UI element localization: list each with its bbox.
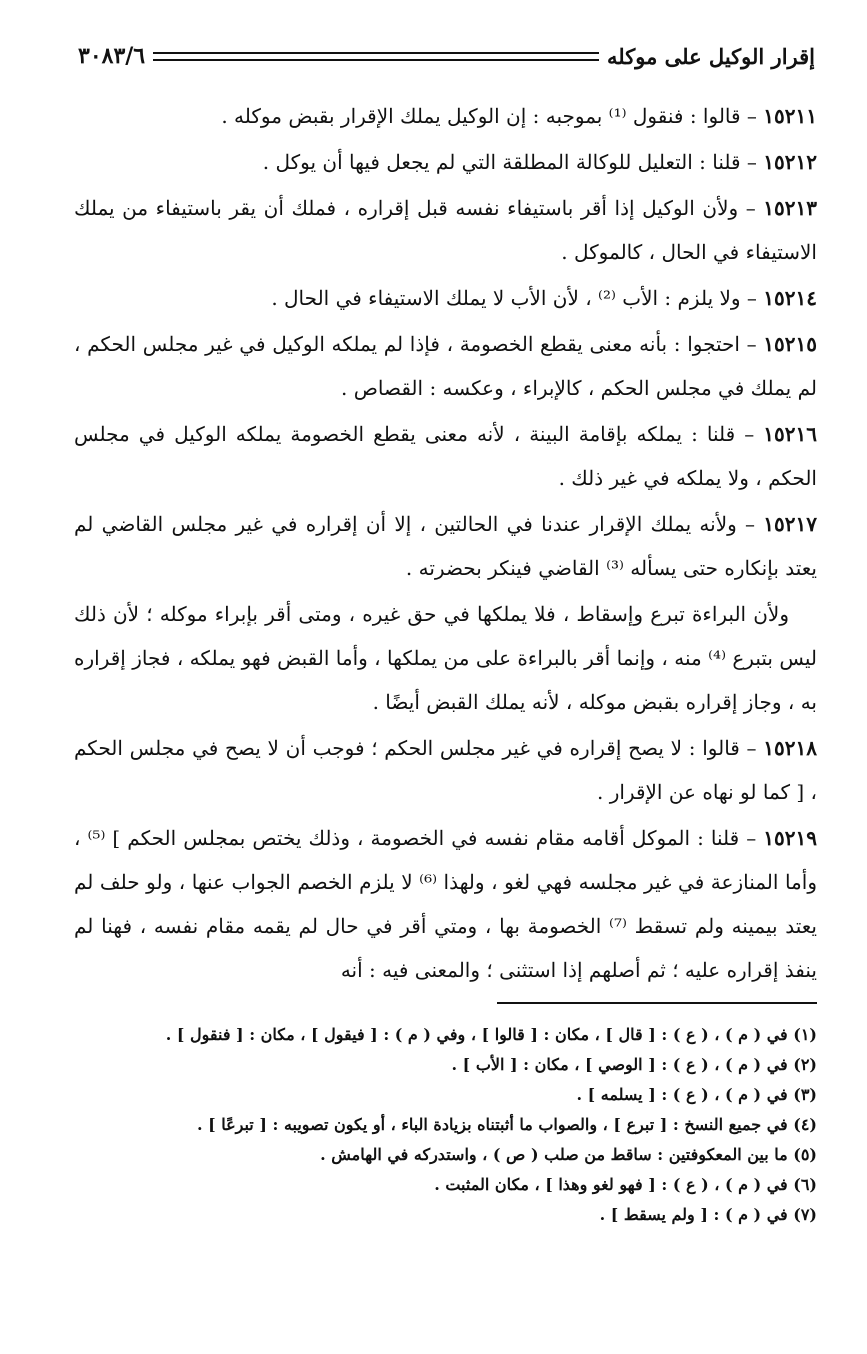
paragraph	[74, 592, 817, 724]
paragraph-text: – ولأن الوكيل إذا أقر باستيفاء نفسه قبل إقراره ، فملك أن يقر باستيفاء من يملك الاستيفاء في الحال ، كالموكل .	[74, 196, 817, 264]
paragraph	[74, 412, 817, 500]
footnote: (٥) ما بين المعكوفتين : ساقط من صلب ( ص ) ، واستدركه في الهامش .	[320, 1145, 817, 1164]
paragraph-number: ١٥٢١٦	[763, 422, 817, 446]
footnote: (٦) في ( م ) ، ( ع ) : [ فهو لغو وهذا ] ، مكان المثبت .	[434, 1175, 817, 1194]
paragraph	[74, 322, 817, 410]
running-header	[78, 38, 815, 74]
page-number: ٣٠٨٣/٦	[78, 43, 146, 69]
paragraph-number: ١٥٢١٨	[763, 736, 817, 760]
paragraph	[74, 816, 817, 992]
paragraph-number: ١٥٢١٥	[763, 332, 817, 356]
paragraph-text: – ولأنه يملك الإقرار عندنا في الحالتين ، إلا أن إقراره في غير مجلس القاضي لم يعتد بإنكاره حتى يسأله ⁽³⁾ القاضي فينكر بحضرته .	[74, 512, 817, 580]
footnotes	[74, 1020, 817, 1230]
footnote: (٣) في ( م ) ، ( ع ) : [ يسلمه ] .	[576, 1085, 817, 1104]
paragraph-number: ١٥٢١١	[763, 104, 817, 128]
paragraph-text: – قلنا : التعليل للوكالة المطلقة التي لم يجعل فيها أن يوكل .	[262, 150, 764, 174]
paragraph	[74, 726, 817, 814]
paragraph-text: – قلنا : الموكل أقامه مقام نفسه في الخصومة ، وذلك يختص بمجلس الحكم ] ⁽⁵⁾ ، وأما المنازعة في غير مجلسه فهي لغو ، ولهذا ⁽⁶⁾ لا يلزم الخصم الجواب عنها ، ولو حلف لم يعتد بيمينه ولم تسقط ⁽⁷⁾ الخصومة بها ، ومتي أقر في حال لم يقمه مقام نفسه ، فهنا لم ينفذ إقراره عليه ؛ ثم أصلهم إذا استثنى ؛ والمعنى فيه : أنه	[74, 826, 817, 982]
paragraph-number: ١٥٢١٧	[763, 512, 817, 536]
paragraph	[74, 94, 817, 138]
footnote: (٢) في ( م ) ، ( ع ) : [ الوصي ] ، مكان : [ الأب ] .	[451, 1055, 817, 1074]
paragraph-text: – احتجوا : بأنه معنى يقطع الخصومة ، فإذا لم يملكه الوكيل في غير مجلس الحكم ، لم يملك في مجلس الحكم ، كالإبراء ، وعكسه : القصاص .	[74, 332, 817, 400]
paragraph-number: ١٥٢١٣	[763, 196, 817, 220]
paragraph-text: – ولا يلزم : الأب ⁽²⁾ ، لأن الأب لا يملك الاستيفاء في الحال .	[271, 286, 764, 310]
footnote: (٧) في ( م ) : [ ولم يسقط ] .	[599, 1205, 817, 1224]
paragraph	[74, 276, 817, 320]
paragraph-number: ١٥٢١٤	[763, 286, 817, 310]
paragraph	[74, 502, 817, 590]
header-rule	[153, 52, 599, 61]
header-title: إقرار الوكيل على موكله	[607, 43, 815, 69]
paragraph	[74, 186, 817, 274]
paragraph-text: – قلنا : يملكه بإقامة البينة ، لأنه معنى يقطع الخصومة يملكه الوكيل في مجلس الحكم ، ولا يملكه في غير ذلك .	[74, 422, 817, 490]
paragraph-number: ١٥٢١٢	[763, 150, 817, 174]
paragraph-text: – قالوا : فنقول ⁽¹⁾ بموجبه : إن الوكيل يملك الإقرار بقبض موكله .	[221, 104, 764, 128]
main-text	[74, 94, 817, 994]
footnote: (٤) في جميع النسخ : [ تبرع ] ، والصواب ما أثبتناه بزيادة الباء ، أو يكون تصويبه : [ تبرعًا ] .	[196, 1115, 817, 1134]
paragraph-number: ١٥٢١٩	[763, 826, 817, 850]
footnote: (١) في ( م ) ، ( ع ) : [ قال ] ، مكان : [ قالوا ] ، وفي ( م ) : [ فيقول ] ، مكان : [ فنقول ] .	[165, 1025, 817, 1044]
footnote-separator	[497, 1002, 817, 1004]
paragraph-text: ولأن البراءة تبرع وإسقاط ، فلا يملكها في حق غيره ، ومتى أقر بإبراء موكله ؛ لأن ذلك ليس بتبرع ⁽⁴⁾ منه ، وإنما أقر بالبراءة على من يملكها ، وأما القبض فهو يملكه ، فجاز إقراره به ، وجاز إقراره بقبض موكله ، لأنه يملك القبض أيضًا .	[74, 602, 817, 714]
paragraph-text: – قالوا : لا يصح إقراره في غير مجلس الحكم ؛ فوجب أن لا يصح في مجلس الحكم ، [ كما لو نهاه عن الإقرار .	[74, 736, 817, 804]
paragraph	[74, 140, 817, 184]
